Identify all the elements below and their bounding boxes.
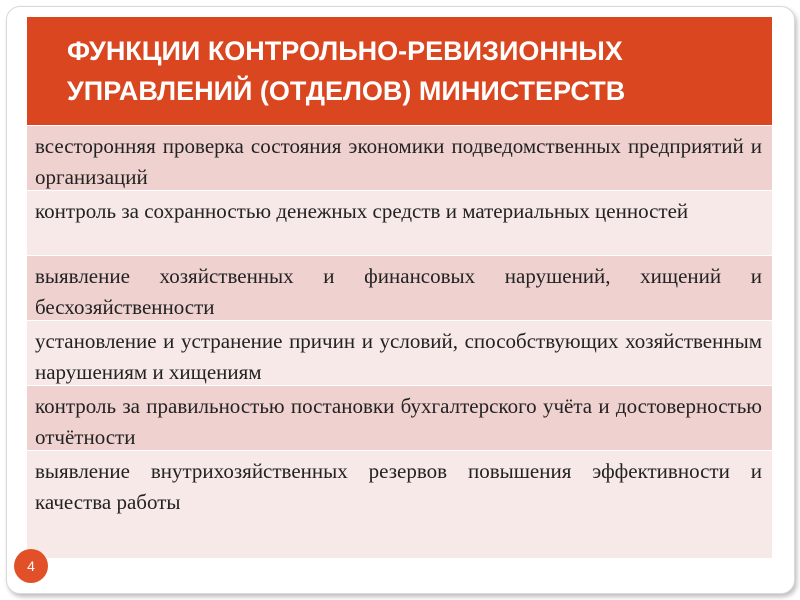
table-row-2: контроль за сохранностью денежных средств и материальных ценностей <box>27 190 772 255</box>
page-number-badge: 4 <box>14 549 48 583</box>
table-row-5: контроль за правильностью постановки бухгалтерского учёта и достоверностью отчётности <box>27 385 772 450</box>
functions-table <box>27 17 772 558</box>
table-row-4: установление и устранение причин и условий, способствующих хозяйственным нарушениям и хищениям <box>27 320 772 385</box>
slide-title: ФУНКЦИИ КОНТРОЛЬНО-РЕВИЗИОННЫХ УПРАВЛЕНИЙ (ОТДЕЛОВ) МИНИСТЕРСТВ <box>67 36 626 106</box>
table-row-6: выявление внутрихозяйственных резервов повышения эффективности и качества работы <box>27 450 772 558</box>
table-row-1: всесторонняя проверка состояния экономики подведомственных предприятий и организаций <box>27 125 772 190</box>
table-header <box>27 17 772 125</box>
table-row-3: выявление хозяйственных и финансовых нарушений, хищений и бесхозяйственности <box>27 255 772 320</box>
